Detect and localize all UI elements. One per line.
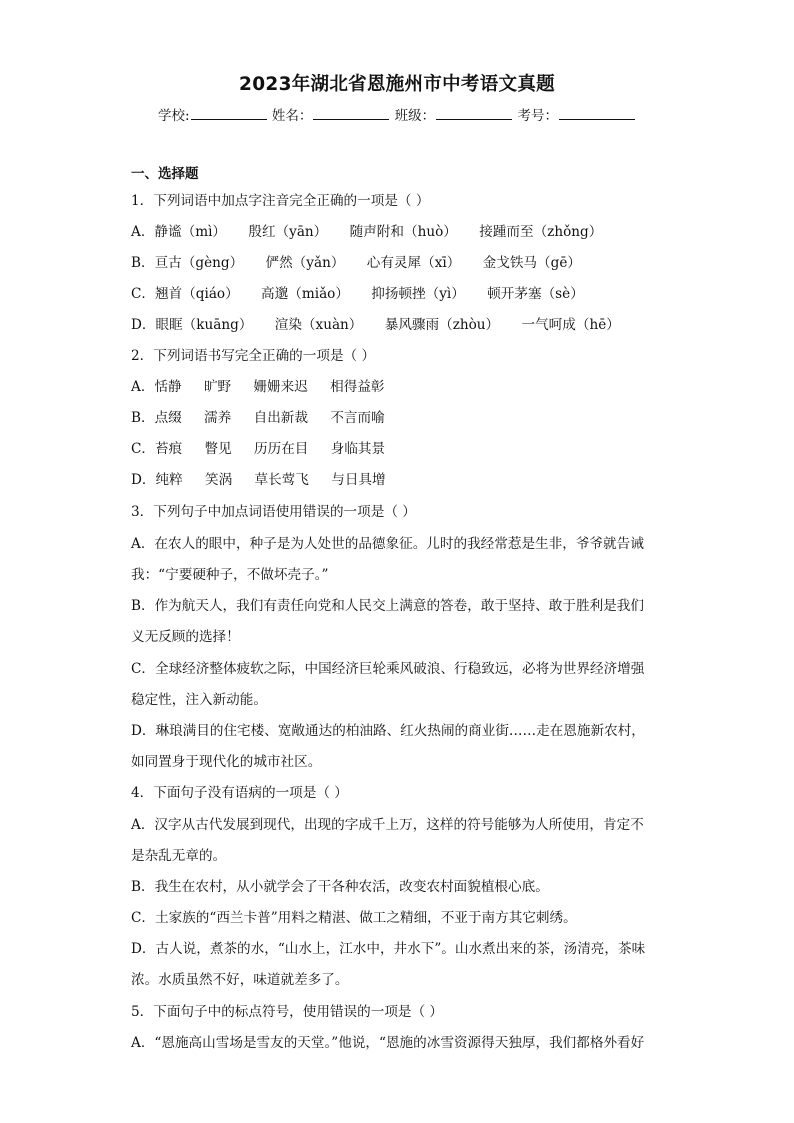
q3-option-d-line1: D．琳琅满目的住宅楼、宽敞通达的柏油路、红火热闹的商业街……走在恩施新农村， xyxy=(131,723,645,739)
q1-b-4: 金戈铁马（gē） xyxy=(482,255,581,271)
q3-option-d-line2: 如同置身于现代化的城市社区。 xyxy=(131,754,322,770)
q2-b-3: 自出新裁 xyxy=(253,410,308,426)
page-title: 2023年湖北省恩施州市中考语文真题 xyxy=(239,74,555,95)
q2-option-d xyxy=(131,471,691,489)
class-label: 班级： xyxy=(394,108,436,124)
q3-stem: 3．下列句子中加点词语使用错误的一项是（ ） xyxy=(131,504,416,520)
school-label: 学校: xyxy=(158,108,190,124)
q3-option-c-line1: C．全球经济整体疲软之际，中国经济巨轮乘风破浪、行稳致远，必将为世界经济增强 xyxy=(131,661,645,677)
q2-option-a xyxy=(131,378,691,396)
q1-a-4: 接踵而至（zhǒng） xyxy=(479,224,603,240)
q2-c-4: 身临其景 xyxy=(330,441,386,457)
q1-b-3: 心有灵犀（xī） xyxy=(366,255,461,271)
student-info-row xyxy=(0,104,794,124)
q1-option-b xyxy=(131,254,691,272)
q1-a-2: 殷红（yān） xyxy=(248,224,328,240)
examno-label: 考号： xyxy=(517,108,558,124)
name-blank xyxy=(313,107,389,120)
q1-c-4: 顿开茅塞（sè） xyxy=(487,286,584,302)
examno-blank xyxy=(559,107,635,120)
q2-a-1: A．恬静 xyxy=(131,379,182,395)
q1-d-4: 一气呵成（hē） xyxy=(521,317,620,333)
q4-option-d-line1: D．古人说，煮茶的水，“山水上，江水中，井水下”。山水煮出来的茶，汤清亮，茶味 xyxy=(131,941,646,957)
q1-a-1: A．静谧（mì） xyxy=(131,224,227,240)
q2-c-3: 历历在目 xyxy=(254,441,309,457)
q2-b-2: 濡养 xyxy=(204,410,232,426)
q1-option-a xyxy=(131,223,691,241)
school-blank xyxy=(191,107,267,120)
q2-d-2: 笑涡 xyxy=(205,472,233,488)
q3-option-c-line2: 稳定性，注入新动能。 xyxy=(131,692,267,708)
q1-b-1: B．亘古（gèng） xyxy=(131,255,244,271)
q2-c-1: C．苔痕 xyxy=(131,441,183,457)
q4-option-a-line2: 是杂乱无章的。 xyxy=(131,848,227,864)
q2-option-b xyxy=(131,409,691,427)
q2-a-3: 姗姗来迟 xyxy=(253,379,308,395)
q1-option-d xyxy=(131,316,691,334)
q4-option-c: C．土家族的“西兰卡普”用料之精湛、做工之精细，不亚于南方其它刺绣。 xyxy=(131,910,577,926)
class-blank xyxy=(436,107,512,120)
q4-option-d-line2: 浓。水质虽然不好，味道就差多了。 xyxy=(131,972,349,988)
q2-a-2: 旷野 xyxy=(203,379,232,395)
q1-a-3: 随声附和（huò） xyxy=(349,224,457,240)
q4-option-a-line1: A．汉字从古代发展到现代，出现的字成千上万，这样的符号能够为人所使用，肯定不 xyxy=(131,817,644,833)
q2-stem: 2．下列词语书写完全正确的一项是（ ） xyxy=(131,348,376,364)
q5-stem: 5．下面句子中的标点符号，使用错误的一项是（ ） xyxy=(131,1004,444,1020)
q2-a-4: 相得益彰 xyxy=(330,379,385,395)
q4-option-b: B．我生在农村，从小就学会了干各种农活，改变农村面貌植根心底。 xyxy=(131,879,549,895)
q2-c-2: 瞥见 xyxy=(204,441,232,457)
q2-option-c xyxy=(131,440,691,458)
q1-c-3: 抑扬顿挫（yì） xyxy=(371,286,465,302)
q2-d-3: 草长莺飞 xyxy=(254,472,309,488)
q4-stem: 4．下面句子没有语病的一项是（ ） xyxy=(131,785,348,801)
q5-option-a-line1: A．“恩施高山雪场是雪友的天堂。”他说，“恩施的冰雪资源得天独厚，我们都格外看好 xyxy=(131,1035,645,1051)
q1-option-c xyxy=(131,285,691,303)
q2-b-4: 不言而喻 xyxy=(330,410,385,426)
q1-d-2: 渲染（xuàn） xyxy=(274,317,363,333)
q2-d-4: 与日具增 xyxy=(331,472,386,488)
q2-b-1: B．点缀 xyxy=(131,410,182,426)
q1-d-3: 暴风骤雨（zhòu） xyxy=(384,317,500,333)
q1-stem: 1．下列词语中加点字注音完全正确的一项是（ ） xyxy=(131,193,430,209)
q3-option-b-line1: B．作为航天人，我们有责任向党和人民交上满意的答卷，敢于坚持、敢于胜利是我们 xyxy=(131,598,644,614)
q3-option-b-line2: 义无反顾的选择！ xyxy=(131,629,240,645)
q1-c-2: 高邈（miǎo） xyxy=(261,286,349,302)
name-label: 姓名： xyxy=(271,108,313,124)
q1-b-2: 俨然（yǎn） xyxy=(265,255,345,271)
q1-d-1: D．眼眶（kuāng） xyxy=(131,317,253,333)
q3-option-a-line1: A．在农人的眼中，种子是为人处世的品德象征。儿时的我经常惹是生非，爷爷就告诫 xyxy=(131,536,644,552)
section-heading: 一、选择题 xyxy=(131,166,199,182)
q1-c-1: C．翘首（qiáo） xyxy=(131,286,239,302)
q3-option-a-line2: 我：“宁要硬种子，不做坏壳子。” xyxy=(131,567,329,583)
q2-d-1: D．纯粹 xyxy=(131,472,183,488)
